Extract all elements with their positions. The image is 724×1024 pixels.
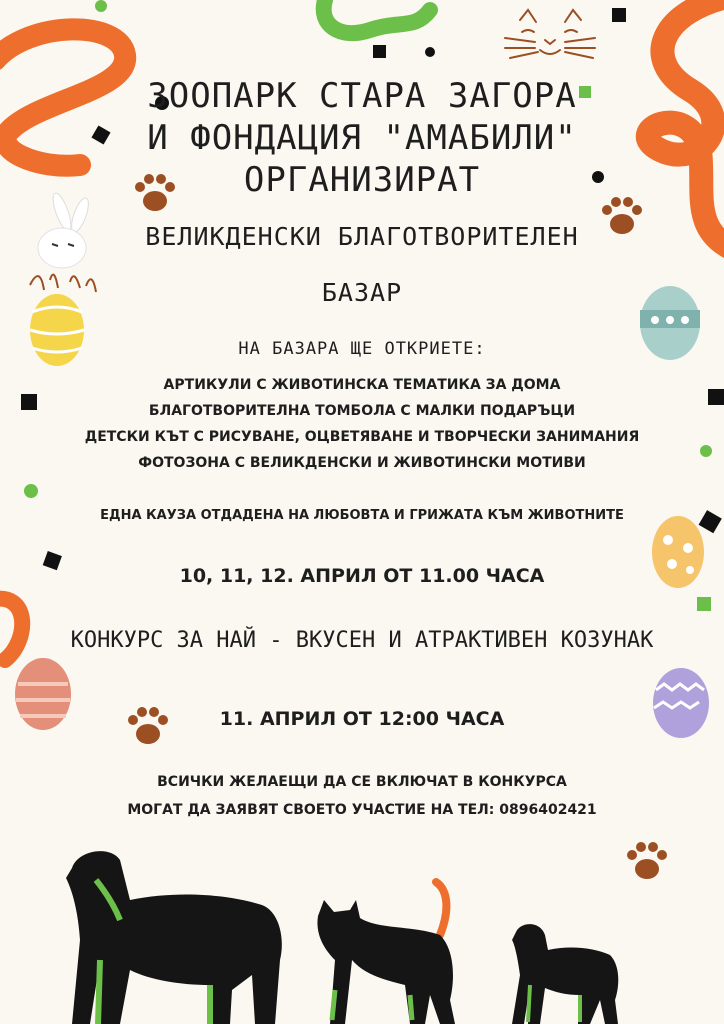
paw-print-icon <box>627 842 667 879</box>
heading-line-3: ОРГАНИЗИРАТ <box>243 160 481 200</box>
cause-text: ЕДНА КАУЗА ОТДАДЕНА НА ЛЮБОВТА И ГРИЖАТА КЪМ ЖИВОТНИТЕ <box>100 508 624 523</box>
confetti-square <box>373 45 386 58</box>
heading-line-1: ЗООПАРК СТАРА ЗАГОРА <box>147 76 577 116</box>
confetti-dot <box>425 47 435 57</box>
contest-info <box>0 768 724 824</box>
list-item: ФОТОЗОНА С ВЕЛИКДЕНСКИ И ЖИВОТИНСКИ МОТИВИ <box>138 455 586 471</box>
rottweiler-silhouette <box>66 851 282 1024</box>
cat-face-icon <box>505 10 595 58</box>
small-dog-silhouette <box>512 924 618 1024</box>
contest-date: 11. АПРИЛ ОТ 12:00 ЧАСА <box>219 708 505 730</box>
contest-info-line-2: МОГАТ ДА ЗАЯВЯТ СВОЕТО УЧАСТИЕ НА ТЕЛ: 0896402421 <box>127 802 597 818</box>
contest-info-line-1: ВСИЧКИ ЖЕЛАЕЩИ ДА СЕ ВКЛЮЧАТ В КОНКУРСА <box>157 774 567 790</box>
contest-title: КОНКУРС ЗА НАЙ - ВКУСЕН И АТРАКТИВЕН КОЗУНАК <box>70 628 654 653</box>
bazaar-dates: 10, 11, 12. АПРИЛ ОТ 11.00 ЧАСА <box>179 565 545 587</box>
list-item: ДЕТСКИ КЪТ С РИСУВАНЕ, ОЦВЕТЯВАНЕ И ТВОРЧЕСКИ ЗАНИМАНИЯ <box>84 429 640 445</box>
confetti-dot <box>95 0 107 12</box>
event-title: ВЕЛИКДЕНСКИ БЛАГОТВОРИТЕЛЕН <box>145 222 579 251</box>
confetti-square <box>697 597 711 611</box>
organizers-heading <box>0 75 724 201</box>
list-item: АРТИКУЛИ С ЖИВОТИНСКА ТЕМАТИКА ЗА ДОМА <box>163 377 561 393</box>
bazaar-intro: НА БАЗАРА ЩЕ ОТКРИЕТЕ: <box>238 339 486 359</box>
event-title-line-2: БАЗАР <box>321 278 403 307</box>
list-item: БЛАГОТВОРИТЕЛНА ТОМБОЛА С МАЛКИ ПОДАРЪЦИ <box>148 403 576 419</box>
confetti-square <box>612 8 626 22</box>
heading-line-2: И ФОНДАЦИЯ "АМАБИЛИ" <box>147 118 577 158</box>
green-ribbon-top <box>324 0 430 33</box>
confetti-dot <box>24 484 38 498</box>
bazaar-items-list <box>0 372 724 476</box>
cat-silhouette <box>317 882 455 1024</box>
